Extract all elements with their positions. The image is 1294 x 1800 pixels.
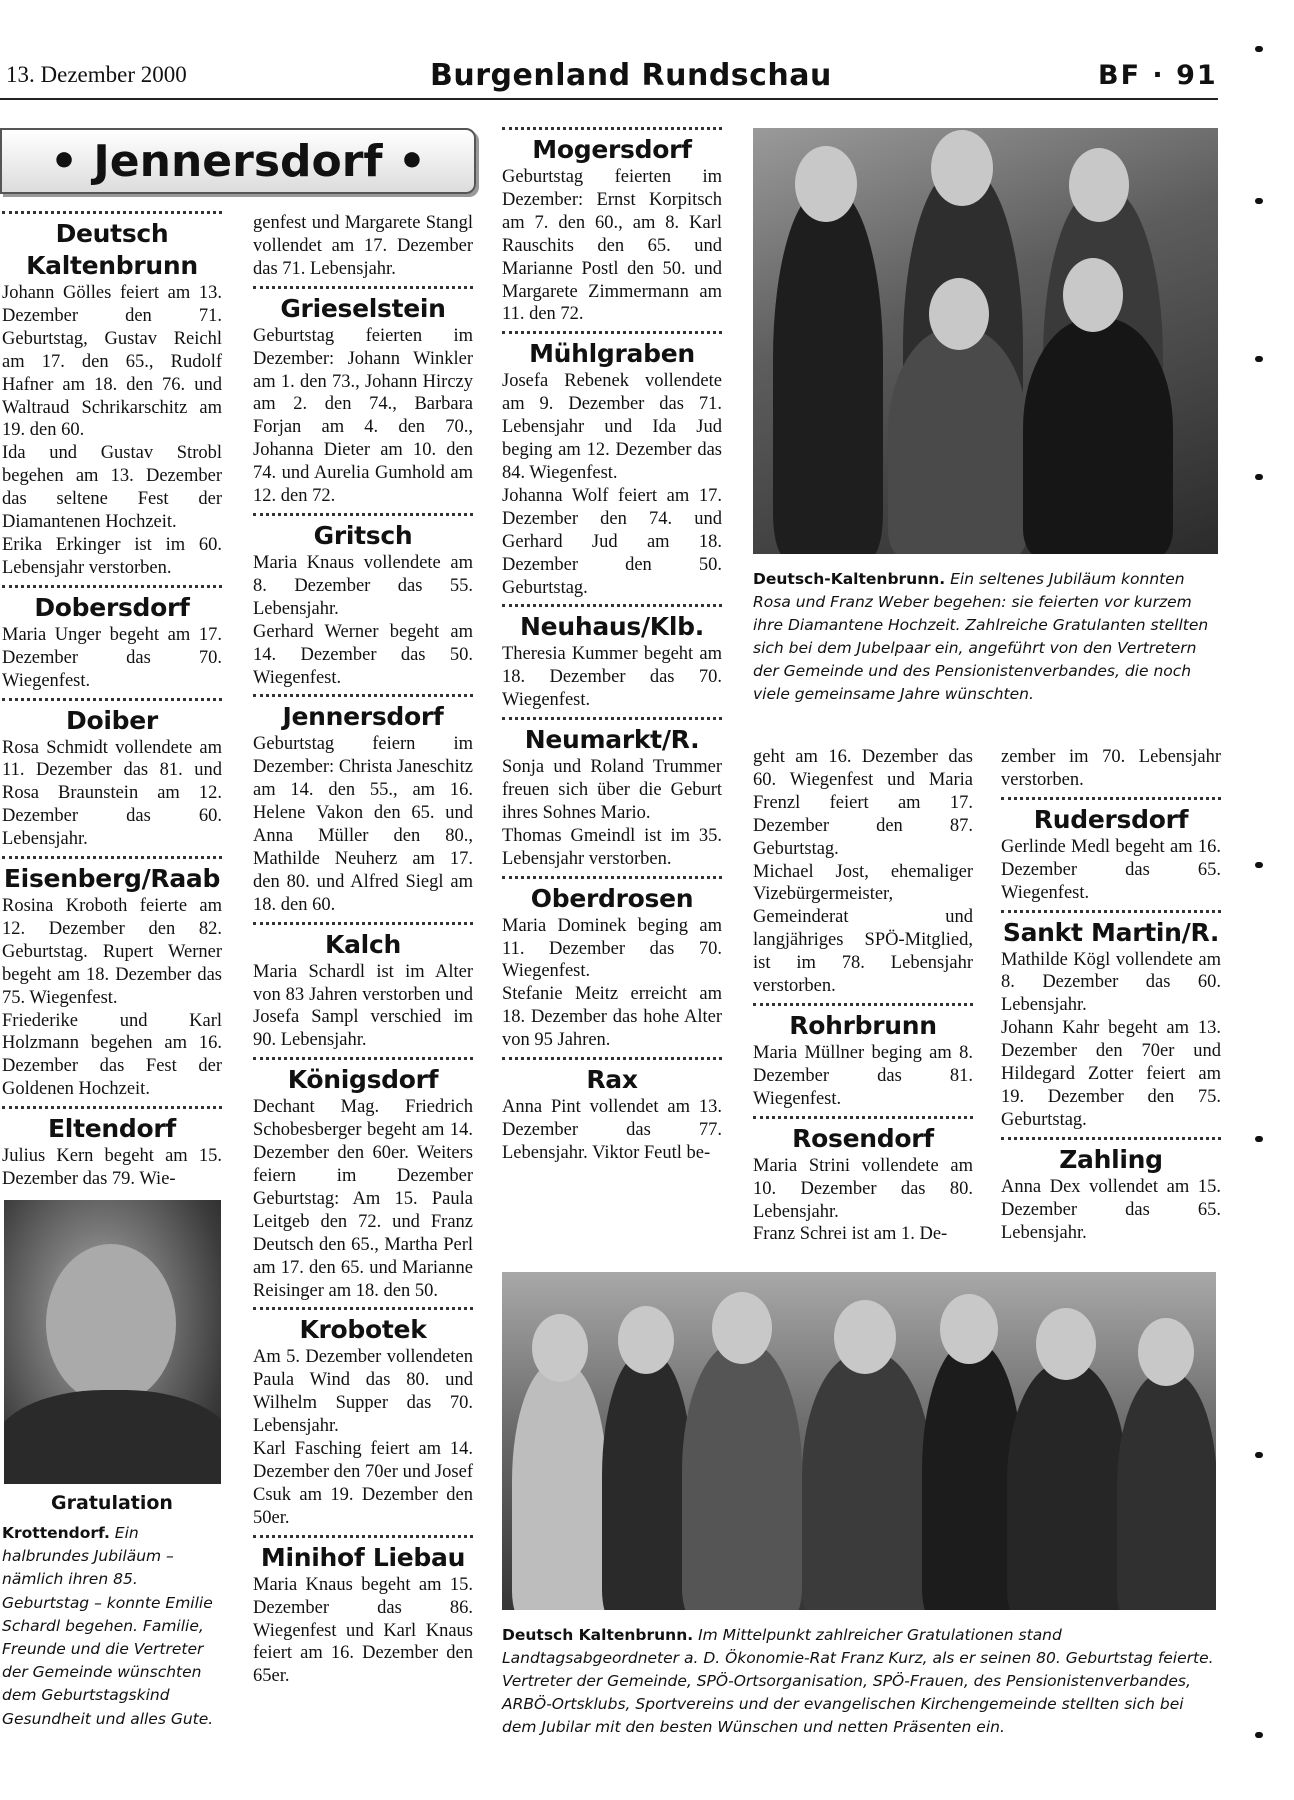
locality-heading: Minihof Liebau — [260, 1542, 466, 1572]
dotted-separator — [1001, 910, 1221, 913]
dotted-separator — [253, 513, 473, 516]
locality-heading: Neuhaus/Klb. — [520, 612, 704, 642]
locality-heading: Dobersdorf — [34, 592, 190, 622]
dotted-separator — [2, 211, 222, 214]
article-paragraph: Maria Knaus vollendete am 8. Dezember das 55. Lebensjahr. — [253, 552, 473, 619]
dotted-separator — [2, 856, 222, 859]
photo-diamond-wedding — [753, 128, 1218, 554]
article-paragraph: Maria Knaus begeht am 15. Dezember das 86. Wiegenfest und Karl Knaus feiert am 16. Dezember den 65er. — [253, 1574, 473, 1687]
article-paragraph: Theresia Kummer begeht am 18. Dezember das 70. Wiegenfest. — [502, 644, 722, 711]
person-figure — [682, 1342, 802, 1610]
article-paragraph: Friederike und Karl Holzmann begehen am 16. Dezember das Fest der Goldenen Hochzeit. — [2, 1010, 222, 1100]
dotted-separator — [502, 876, 722, 879]
scan-mark — [1255, 46, 1263, 52]
dotted-separator — [2, 698, 222, 701]
caption-photo-2 — [2, 1522, 222, 1731]
locality-heading: Krobotek — [299, 1315, 427, 1345]
article-paragraph: Karl Fasching feiert am 14. Dezember den 70er und Josef Csuk am 19. Dezember den 50er. — [253, 1439, 473, 1528]
scan-mark — [1255, 1732, 1263, 1738]
article-paragraph: Mathilde Kögl vollendete am 8. Dezember das 60. Lebensjahr. — [1001, 949, 1221, 1016]
person-figure — [888, 328, 1028, 554]
header-rule — [0, 98, 1218, 100]
person-figure — [602, 1352, 692, 1610]
person-figure — [4, 1390, 221, 1484]
dotted-separator — [253, 694, 473, 697]
article-paragraph: Julius Kern begeht am 15. Dezember das 79. Wie- — [2, 1146, 222, 1190]
article-paragraph: Maria Dominek beging am 11. Dezember das 70. Wiegenfest. — [502, 915, 722, 982]
column-2 — [253, 212, 473, 1688]
person-face — [929, 278, 989, 350]
article-paragraph: Maria Unger begeht am 17. Dezember das 70. Wiegenfest. — [2, 624, 222, 691]
person-face — [46, 1244, 176, 1404]
article-paragraph: Anna Dex vollendet am 15. Dezember das 65. Lebensjahr. — [1001, 1176, 1221, 1243]
dotted-separator — [253, 1057, 473, 1060]
locality-heading: Rax — [586, 1065, 638, 1095]
person-face — [795, 146, 857, 222]
article-paragraph: Maria Strini vollendete am 10. Dezember das 80. Lebensjahr. — [753, 1155, 973, 1222]
locality-heading: Eltendorf — [48, 1114, 176, 1144]
article-paragraph: Rosa Schmidt vollendete am 11. Dezember das 81. und Rosa Braunstein am 12. Dezember das 60. Lebensjahr. — [2, 737, 222, 850]
person-figure — [512, 1362, 607, 1610]
person-figure — [1117, 1372, 1216, 1610]
locality-heading: Gritsch — [313, 520, 413, 550]
article-paragraph: Gerlinde Medl begeht am 16. Dezember das 65. Wiegenfest. — [1001, 836, 1221, 903]
article-paragraph: Anna Pint vollendet am 13. Dezember das 77. Lebensjahr. Viktor Feutl be- — [502, 1097, 722, 1163]
caption-location: Deutsch-Kaltenbrunn. — [753, 570, 946, 588]
dotted-separator — [502, 127, 722, 130]
dotted-separator — [502, 717, 722, 720]
dotted-separator — [502, 604, 722, 607]
article-paragraph: Michael Jost, ehemaliger Vizebürgermeister, Gemeinderat und langjähriges SPÖ-Mitglied, ist im 78. Lebensjahr verstorben. — [753, 861, 973, 997]
article-paragraph: Johann Kahr begeht am 13. Dezember den 70er und Hildegard Zotter feiert am 19. Dezember den 75. Geburtstag. — [1001, 1018, 1221, 1130]
newspaper-title: Burgenland Rundschau — [430, 58, 832, 93]
article-paragraph: Maria Müllner beging am 8. Dezember das 81. Wiegenfest. — [753, 1042, 973, 1109]
person-figure — [802, 1352, 932, 1610]
dotted-separator — [253, 1535, 473, 1538]
article-paragraph: Geburtstag feiern im Dezember: Christa Janeschitz am 14. den 55., am 16. Helene Vakon den 65. und Anna Müller den 80., Mathilde Neuherz am 17. den 80. und Alfred Siegl am 18. den 60. — [253, 734, 473, 915]
article-paragraph: Am 5. Dezember vollendeten Paula Wind das 80. und Wilhelm Supper das 70. Lebensjahr. — [253, 1347, 473, 1437]
dotted-separator — [2, 1106, 222, 1109]
article-paragraph: Rosina Kroboth feierte am 12. Dezember den 82. Geburtstag. Rupert Werner begeht am 18. Dezember das 75. Wiegenfest. — [2, 896, 222, 1008]
dotted-separator — [753, 1116, 973, 1119]
locality-heading: Königsdorf — [287, 1065, 439, 1095]
scan-mark — [1255, 474, 1263, 480]
person-face — [1138, 1318, 1194, 1386]
article-paragraph: Geburtstag feierten im Dezember: Johann Winkler am 1. den 73., Johann Hirczy am 2. den 74., Barbara Forjan am 4. den 70., Johanna Dieter am 10. den 74. und Aurelia Gumhold am 12. den 72. — [253, 325, 473, 507]
locality-heading: Rudersdorf — [1033, 804, 1189, 834]
article-paragraph: Johann Gölles feiert am 13. Dezember den 71. Geburtstag, Gustav Reichl am 17. den 65., Rudolf Hafner am 18. den 76. und Waltraud Schrikarschitz am 19. den 60. — [2, 283, 222, 441]
caption-text: Ein seltenes Jubiläum konnten Rosa und Franz Weber begehen: sie feierten vor kurzem ihre Diamantene Hochzeit. Zahlreiche Gratulanten stellten sich bei dem Jubelpaar ein, angeführt von den Vertretern der Gemeinde und des Pensionistenverbandes, die noch viele gemeinsame Jahre wünschten. — [753, 570, 1209, 703]
dotted-separator — [1001, 797, 1221, 800]
column-4 — [753, 746, 973, 1246]
issue-date: 13. Dezember 2000 — [6, 62, 187, 87]
article-paragraph: Ida und Gustav Strobl begehen am 13. Dezember das seltene Fest der Diamantenen Hochzeit. — [2, 443, 222, 533]
locality-heading: Mühlgraben — [529, 339, 695, 369]
person-face — [532, 1314, 588, 1382]
dotted-separator — [253, 922, 473, 925]
dotted-separator — [253, 1307, 473, 1310]
article-paragraph: Thomas Gmeindl ist im 35. Lebensjahr verstorben. — [502, 825, 722, 869]
column-3 — [502, 122, 722, 1165]
locality-heading: Eisenberg/Raab — [3, 864, 221, 894]
caption-text: Ein halbrundes Jubiläum – nämlich ihren 85. Geburtstag – konnte Emilie Schardl begehen. Familie, Freunde und die Vertreter der Gemeinde wünschten dem Geburtstagskind Gesundheit und alles Gute. — [2, 1524, 214, 1728]
column-1 — [2, 206, 222, 1191]
caption-text: Im Mittelpunkt zahlreicher Gratulationen stand Landtagsabgeordneter a. D. Ökonomie-Rat Franz Kurz, als er seinen 80. Geburtstag feierte. Vertreter der Gemeinde, SPÖ-Ortsorganisation, SPÖ-Frauen, des Pensionistenverbandes, ARBÖ-Ortsklubs, Sportvereins und der evangelischen Kirchengemeinde stellten sich bei dem Jubilar mit den besten Wünschen und netten Präsenten ein. — [502, 1626, 1214, 1736]
locality-heading: Oberdrosen — [530, 883, 694, 913]
dotted-separator — [253, 286, 473, 289]
caption-location: Deutsch Kaltenbrunn. — [502, 1626, 694, 1644]
article-paragraph: Franz Schrei ist am 1. De- — [753, 1224, 948, 1245]
article-paragraph: Sonja und Roland Trummer freuen sich über die Geburt ihres Sohnes Mario. — [502, 757, 722, 823]
locality-heading: Neumarkt/R. — [524, 725, 700, 755]
person-face — [940, 1294, 998, 1364]
person-figure — [1007, 1362, 1127, 1610]
article-paragraph: Gerhard Werner begeht am 14. Dezember das 50. Wiegenfest. — [253, 621, 473, 688]
article-paragraph: Dechant Mag. Friedrich Schobesberger begeht am 14. Dezember den 60er. Weiters feiern im Dezember Geburtstag: Am 15. Paula Leitgeb den 72. und Franz Deutsch den 65., Martha Perl am 17. den 65. und Marianne Reisinger am 18. den 50. — [253, 1097, 473, 1301]
person-face — [712, 1292, 772, 1364]
locality-heading: Rohrbrunn — [789, 1010, 937, 1040]
scan-mark — [1255, 356, 1263, 362]
locality-heading: Grieselstein — [280, 293, 446, 323]
person-face — [1063, 258, 1123, 332]
dotted-separator — [502, 331, 722, 334]
column-5 — [1001, 746, 1221, 1245]
dotted-separator — [753, 1003, 973, 1006]
person-face — [1069, 148, 1129, 222]
person-face — [1036, 1308, 1096, 1380]
locality-heading: Doiber — [66, 705, 158, 735]
caption-photo-1 — [753, 568, 1218, 706]
locality-heading: Zahling — [1059, 1144, 1163, 1174]
scan-mark — [1255, 1452, 1263, 1458]
article-paragraph: genfest und Margarete Stangl vollendet am 17. Dezember das 71. Lebensjahr. — [253, 213, 473, 279]
person-face — [618, 1306, 674, 1374]
scan-mark — [1255, 862, 1263, 868]
locality-heading: Kalch — [325, 929, 401, 959]
article-paragraph: geht am 16. Dezember das 60. Wiegenfest und Maria Frenzl feiert am 17. Dezember den 87. Geburtstag. — [753, 747, 973, 859]
section-banner: • Jennersdorf • — [0, 128, 476, 194]
person-face — [834, 1300, 896, 1374]
dotted-separator — [1001, 1137, 1221, 1140]
person-face — [931, 130, 993, 206]
photo-group-congratulation — [502, 1272, 1216, 1610]
locality-heading: Deutsch Kaltenbrunn — [26, 219, 198, 280]
locality-heading: Rosendorf — [792, 1123, 934, 1153]
locality-heading: Jennersdorf — [282, 702, 444, 732]
scan-mark — [1255, 1136, 1263, 1142]
article-paragraph: Erika Erkinger ist im 60. Lebensjahr verstorben. — [2, 534, 222, 578]
person-figure — [1023, 318, 1173, 554]
locality-heading: Mogersdorf — [532, 135, 692, 164]
caption-photo-3 — [502, 1624, 1216, 1739]
article-paragraph: Stefanie Meitz erreicht am 18. Dezember das hohe Alter von 95 Jahren. — [502, 984, 722, 1051]
article-paragraph: Geburtstag feierten im Dezember: Ernst Korpitsch am 7. den 60., am 8. Karl Rauschits den 65. und Marianne Postl den 50. und Margarete Zimmermann am 11. den 72. — [502, 167, 722, 325]
article-paragraph: Josefa Rebenek vollendete am 9. Dezember das 71. Lebensjahr und Ida Jud beging am 12. Dezember das 84. Wiegenfest. — [502, 371, 722, 483]
caption-photo-2-title: Gratulation — [51, 1492, 173, 1514]
article-paragraph: Maria Schardl ist im Alter von 83 Jahren verstorben und Josefa Sampl verschied im 90. Lebensjahr. — [253, 961, 473, 1051]
dotted-separator — [2, 585, 222, 588]
scan-mark — [1255, 198, 1263, 204]
locality-heading: Sankt Martin/R. — [1002, 917, 1220, 947]
dotted-separator — [502, 1057, 722, 1060]
page-number: BF · 91 — [1098, 60, 1218, 91]
person-figure — [773, 188, 883, 554]
article-paragraph: Johanna Wolf feiert am 17. Dezember den 74. und Gerhard Jud am 18. Dezember den 50. Geburtstag. — [502, 485, 722, 598]
caption-location: Krottendorf. — [2, 1524, 110, 1542]
photo-portrait — [4, 1200, 221, 1484]
article-paragraph: zember im 70. Lebensjahr verstorben. — [1001, 747, 1221, 790]
